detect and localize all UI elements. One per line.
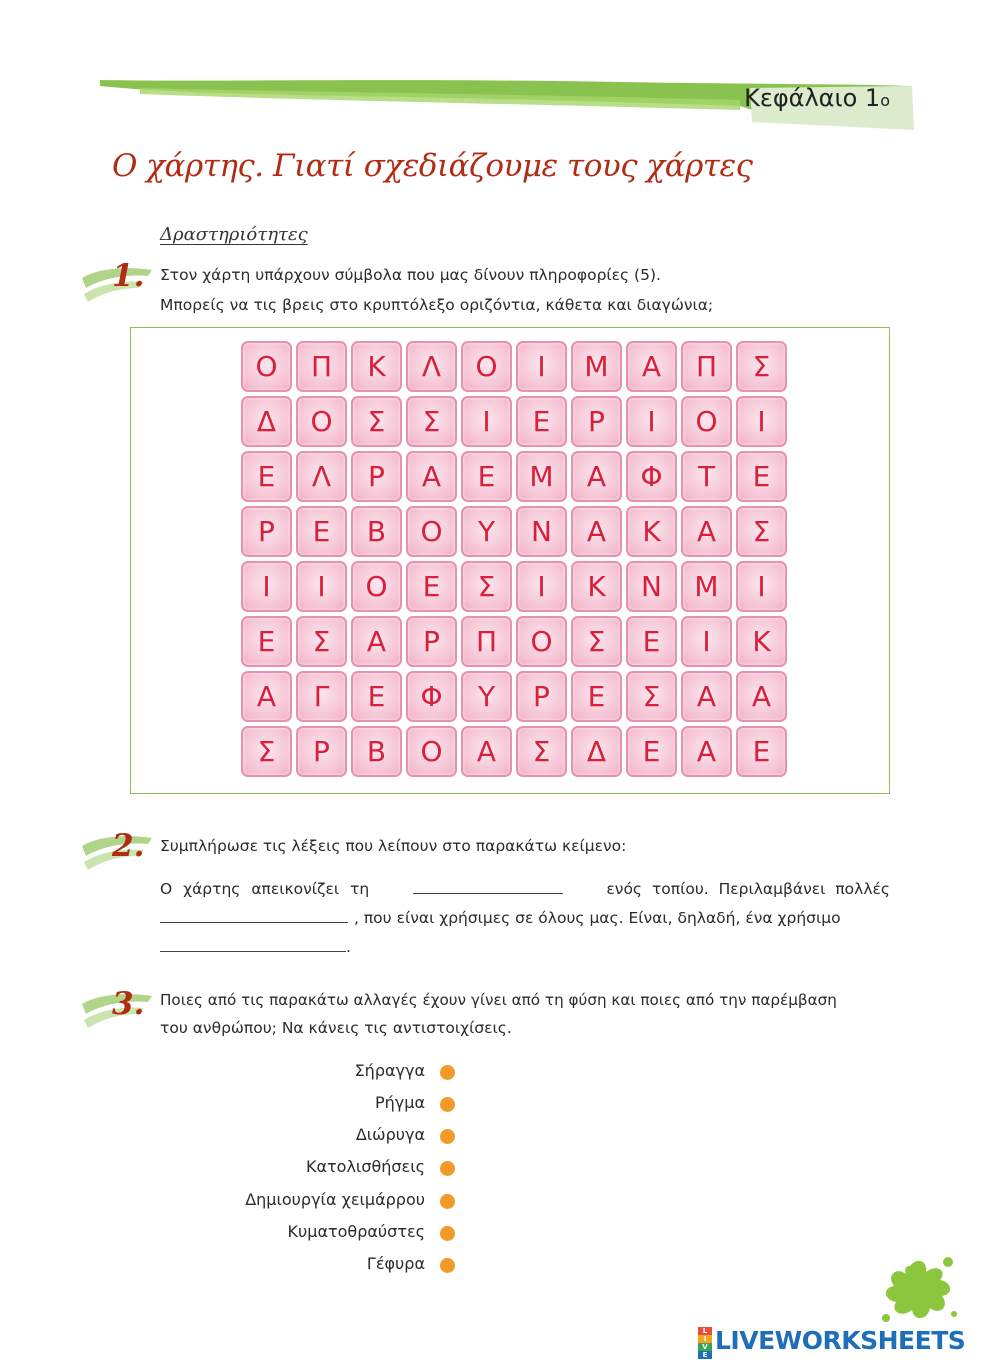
exercise-2-end: . [346,938,351,956]
grid-cell[interactable]: Μ [681,561,732,612]
grid-cell[interactable]: Ε [736,726,787,777]
grid-cell[interactable]: Ε [516,396,567,447]
grid-cell[interactable]: Ε [626,616,677,667]
page-title: Ο χάρτης. Γιατί σχεδιάζουμε τους χάρτες [112,148,753,184]
grid-cell[interactable]: Γ [296,671,347,722]
grid-cell[interactable]: Λ [406,341,457,392]
section-heading: Δραστηριότητες [160,224,308,245]
chapter-title: Κεφάλαιο 1ο [744,84,890,112]
grid-cell[interactable]: Ο [681,396,732,447]
grid-cell[interactable]: Τ [681,451,732,502]
exercise-2-text-b: ενός τοπίου. Περιλαμβάνει πολλές [606,880,890,898]
grid-cell[interactable]: Μ [571,341,622,392]
grid-cell[interactable]: Α [571,506,622,557]
grid-cell[interactable]: Ν [626,561,677,612]
grid-cell[interactable]: Σ [516,726,567,777]
grid-cell[interactable]: Ο [461,341,512,392]
exercise-1-line-2: Μπορείς να τις βρεις στο κρυπτόλεξο οριζόντια, κάθετα και διαγώνια; [160,296,714,314]
logo-badge-letter: E [698,1351,712,1359]
grid-cell[interactable]: Ε [241,451,292,502]
exercise-2-line-2 [160,904,890,932]
grid-cell[interactable]: Α [681,506,732,557]
match-item-label: Σήραγγα [354,1061,425,1080]
grid-cell[interactable]: Σ [736,341,787,392]
grid-cell[interactable]: Ε [736,451,787,502]
grid-cell[interactable]: Σ [241,726,292,777]
grid-cell[interactable]: Σ [571,616,622,667]
grid-cell[interactable]: Σ [296,616,347,667]
grid-cell[interactable]: Α [571,451,622,502]
grid-cell[interactable]: Α [626,341,677,392]
exercise-3-number: 3. [112,986,145,1022]
grid-cell[interactable]: Ο [516,616,567,667]
exercise-2-instruction: Συμπλήρωσε τις λέξεις που λείπουν στο παρακάτω κείμενο: [160,837,627,855]
word-search-grid [241,341,787,777]
grid-cell[interactable]: Ρ [571,396,622,447]
match-item-label: Διώρυγα [355,1125,425,1144]
grid-cell[interactable]: Κ [626,506,677,557]
exercise-2-text-a: Ο χάρτης απεικονίζει τη [160,880,370,898]
grid-cell[interactable]: Ε [296,506,347,557]
grid-cell[interactable]: Ι [736,561,787,612]
chapter-suffix: ο [880,91,890,110]
grid-cell[interactable]: Φ [406,671,457,722]
grid-cell[interactable]: Υ [461,671,512,722]
match-item-label: Γέφυρα [366,1254,425,1273]
logo-badge-letter: I [698,1335,712,1343]
grid-cell[interactable]: Ε [351,671,402,722]
grid-cell[interactable]: Ε [571,671,622,722]
grid-cell[interactable]: Ο [406,726,457,777]
grid-cell[interactable]: Α [406,451,457,502]
grid-cell[interactable]: Ι [626,396,677,447]
match-dot[interactable] [440,1097,455,1112]
grid-cell[interactable]: Ι [681,616,732,667]
match-item-label: Δημιουργία χειμάρρου [245,1190,425,1209]
grid-cell[interactable]: Ι [296,561,347,612]
exercise-2-line-3 [160,933,351,961]
logo-text: LIVEWORKSHEETS [715,1325,966,1355]
grid-cell[interactable]: Ι [241,561,292,612]
logo-badge [698,1327,712,1359]
grid-cell[interactable]: Ε [626,726,677,777]
grid-cell[interactable]: Α [681,671,732,722]
match-dot[interactable] [440,1161,455,1176]
match-dot[interactable] [440,1129,455,1144]
grid-cell[interactable]: Ι [736,396,787,447]
exercise-2-text-c: , που είναι χρήσιμες σε όλους μας. Είναι, δηλαδή, ένα χρήσιμο [354,909,841,927]
grid-cell[interactable]: Π [296,341,347,392]
grid-cell[interactable]: Ο [351,561,402,612]
match-dot[interactable] [440,1258,455,1273]
grid-cell[interactable]: Β [351,506,402,557]
match-item-label: Κυματοθραύστες [287,1222,425,1241]
exercise-2-line-1 [160,875,890,903]
grid-cell[interactable]: Α [351,616,402,667]
logo-badge-letter: V [698,1343,712,1351]
grid-cell[interactable]: Δ [241,396,292,447]
grid-cell[interactable]: Ε [461,451,512,502]
grid-cell[interactable]: Ι [516,341,567,392]
grid-cell[interactable]: Α [681,726,732,777]
match-dot[interactable] [440,1226,455,1241]
match-item-label: Ρήγμα [375,1093,425,1112]
grid-cell[interactable]: Δ [571,726,622,777]
grid-cell[interactable]: Σ [626,671,677,722]
match-dot[interactable] [440,1065,455,1080]
match-item-label: Κατολισθήσεις [305,1157,425,1176]
blank-field-2[interactable] [160,904,348,923]
grid-cell[interactable]: Π [681,341,732,392]
green-splash-icon [870,1248,960,1328]
grid-cell[interactable]: Υ [461,506,512,557]
logo-badge-letter: L [698,1327,712,1335]
exercise-2-number: 2. [112,828,145,864]
grid-cell[interactable]: Ρ [296,726,347,777]
grid-cell[interactable]: Ρ [351,451,402,502]
grid-cell[interactable]: Ρ [241,506,292,557]
grid-cell[interactable]: Φ [626,451,677,502]
match-dot[interactable] [440,1194,455,1209]
grid-cell[interactable]: Ρ [516,671,567,722]
blank-field-1[interactable] [413,875,563,894]
grid-cell[interactable]: Α [461,726,512,777]
grid-cell[interactable]: Α [241,671,292,722]
exercise-1-line-1: Στον χάρτη υπάρχουν σύμβολα που μας δίνουν πληροφορίες (5). [160,266,661,284]
exercise-1-number: 1. [112,258,145,294]
exercise-3-line-2: του ανθρώπου; Να κάνεις τις αντιστοιχίσεις. [160,1019,512,1037]
grid-cell[interactable]: Κ [351,341,402,392]
grid-cell[interactable]: Ε [406,561,457,612]
grid-cell[interactable]: Σ [406,396,457,447]
grid-cell[interactable]: Σ [736,506,787,557]
grid-cell[interactable]: Ο [296,396,347,447]
grid-cell[interactable]: Σ [351,396,402,447]
grid-cell[interactable]: Ι [516,561,567,612]
grid-cell[interactable]: Π [461,616,512,667]
grid-cell[interactable]: Ο [406,506,457,557]
grid-cell[interactable]: Β [351,726,402,777]
blank-field-3[interactable] [160,933,346,952]
liveworksheets-logo [698,1325,966,1359]
grid-cell[interactable]: Κ [736,616,787,667]
exercise-3-line-1: Ποιες από τις παρακάτω αλλαγές έχουν γίνει από τη φύση και ποιες από την παρέμβαση [160,991,837,1009]
grid-cell[interactable]: Λ [296,451,347,502]
grid-cell[interactable]: Ν [516,506,567,557]
grid-cell[interactable]: Ο [241,341,292,392]
grid-cell[interactable]: Ι [461,396,512,447]
grid-cell[interactable]: Κ [571,561,622,612]
grid-cell[interactable]: Σ [461,561,512,612]
grid-cell[interactable]: Ε [241,616,292,667]
grid-cell[interactable]: Ρ [406,616,457,667]
grid-cell[interactable]: Α [736,671,787,722]
grid-cell[interactable]: Μ [516,451,567,502]
